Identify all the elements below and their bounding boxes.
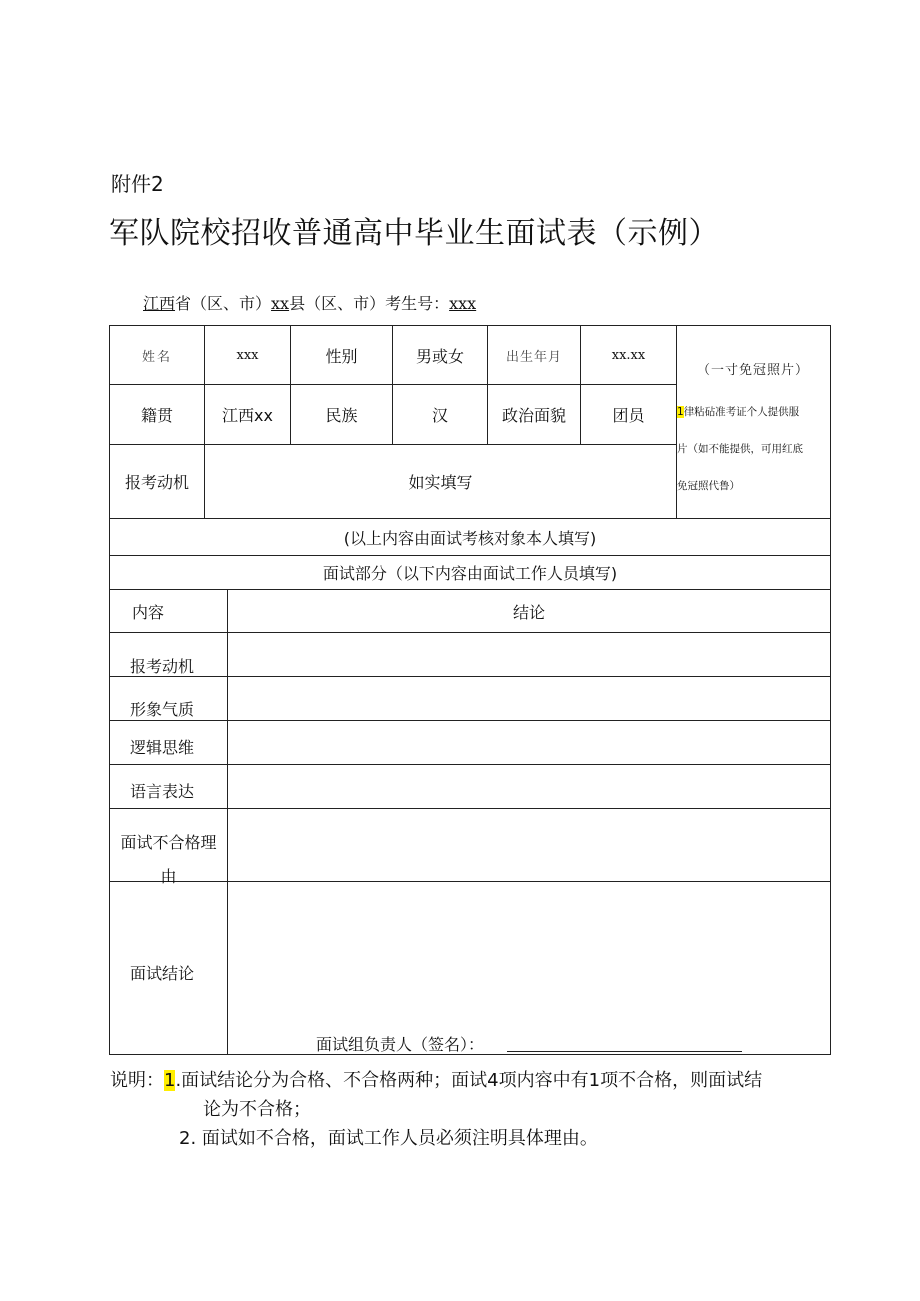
- name-value: xxx: [236, 347, 259, 363]
- interview-part-note: 面试部分（以下内容由面试工作人员填写): [322, 564, 618, 583]
- fail-reason-label: 面试不合格理 由: [120, 833, 217, 886]
- result-label: 面试结论: [130, 964, 195, 983]
- province-value: 江西: [143, 294, 176, 313]
- page-title: 军队院校招收普通高中毕业生面试表（示例）: [109, 216, 719, 251]
- political-label: 政治面貌: [501, 406, 566, 425]
- gender-label: 性别: [325, 346, 358, 366]
- notes-block: [110, 1066, 762, 1153]
- content-header: 内容: [131, 602, 164, 622]
- birth-label: 出生年月: [505, 349, 562, 365]
- photo-note-line1: 律粘砧准考证个人提供服: [683, 406, 800, 418]
- photo-note-line2: 片（如不能提供，可用红底: [677, 443, 803, 455]
- political-value: 团员: [612, 406, 645, 425]
- name-label: 姓名: [141, 349, 172, 365]
- ethnicity-value: 汉: [431, 406, 448, 425]
- note-1-text: .面试结论分为合格、不合格两种；面试4项内容中有1项不合格，则面试结: [175, 1070, 763, 1091]
- interview-item: 语言表达: [130, 782, 195, 801]
- photo-note-line3: 免冠照代鲁）: [677, 480, 740, 492]
- origin-value: 江西xx: [222, 406, 273, 425]
- county-value: xx: [271, 294, 290, 313]
- region-line: [143, 291, 476, 314]
- conclusion-header: 结论: [512, 602, 545, 622]
- self-fill-note: (以上内容由面试考核对象本人填写): [343, 528, 597, 548]
- note-1-continued: 论为不合格；: [203, 1099, 311, 1120]
- region-mid-label: 省（区、市）: [175, 294, 272, 313]
- signature-label: 面试组负责人（签名）：: [316, 1035, 485, 1054]
- ethnicity-label: 民族: [325, 406, 358, 425]
- gender-value: 男或女: [415, 346, 464, 366]
- note-1-marker: 1: [164, 1070, 176, 1091]
- region-suffix-label: 县（区、市）考生号：: [289, 294, 450, 313]
- birth-value: xx.xx: [611, 347, 646, 363]
- origin-label: 籍贯: [140, 406, 173, 425]
- motive-label: 报考动机: [124, 473, 189, 492]
- signature-line: [507, 1051, 742, 1052]
- photo-area: [677, 364, 829, 505]
- exam-number-value: xxx: [449, 294, 477, 313]
- interview-item: 逻辑思维: [130, 738, 195, 757]
- notes-prefix: 说明：: [110, 1070, 164, 1091]
- photo-marker: 1: [677, 406, 684, 418]
- interview-item: 报考动机: [130, 657, 195, 676]
- attachment-label: 附件2: [111, 172, 164, 196]
- motive-value: 如实填写: [408, 473, 473, 492]
- interview-item: 形象气质: [130, 700, 195, 719]
- photo-title: （一寸免冠照片）: [696, 363, 809, 378]
- note-2-text: 2. 面试如不合格，面试工作人员必须注明具体理由。: [179, 1128, 598, 1149]
